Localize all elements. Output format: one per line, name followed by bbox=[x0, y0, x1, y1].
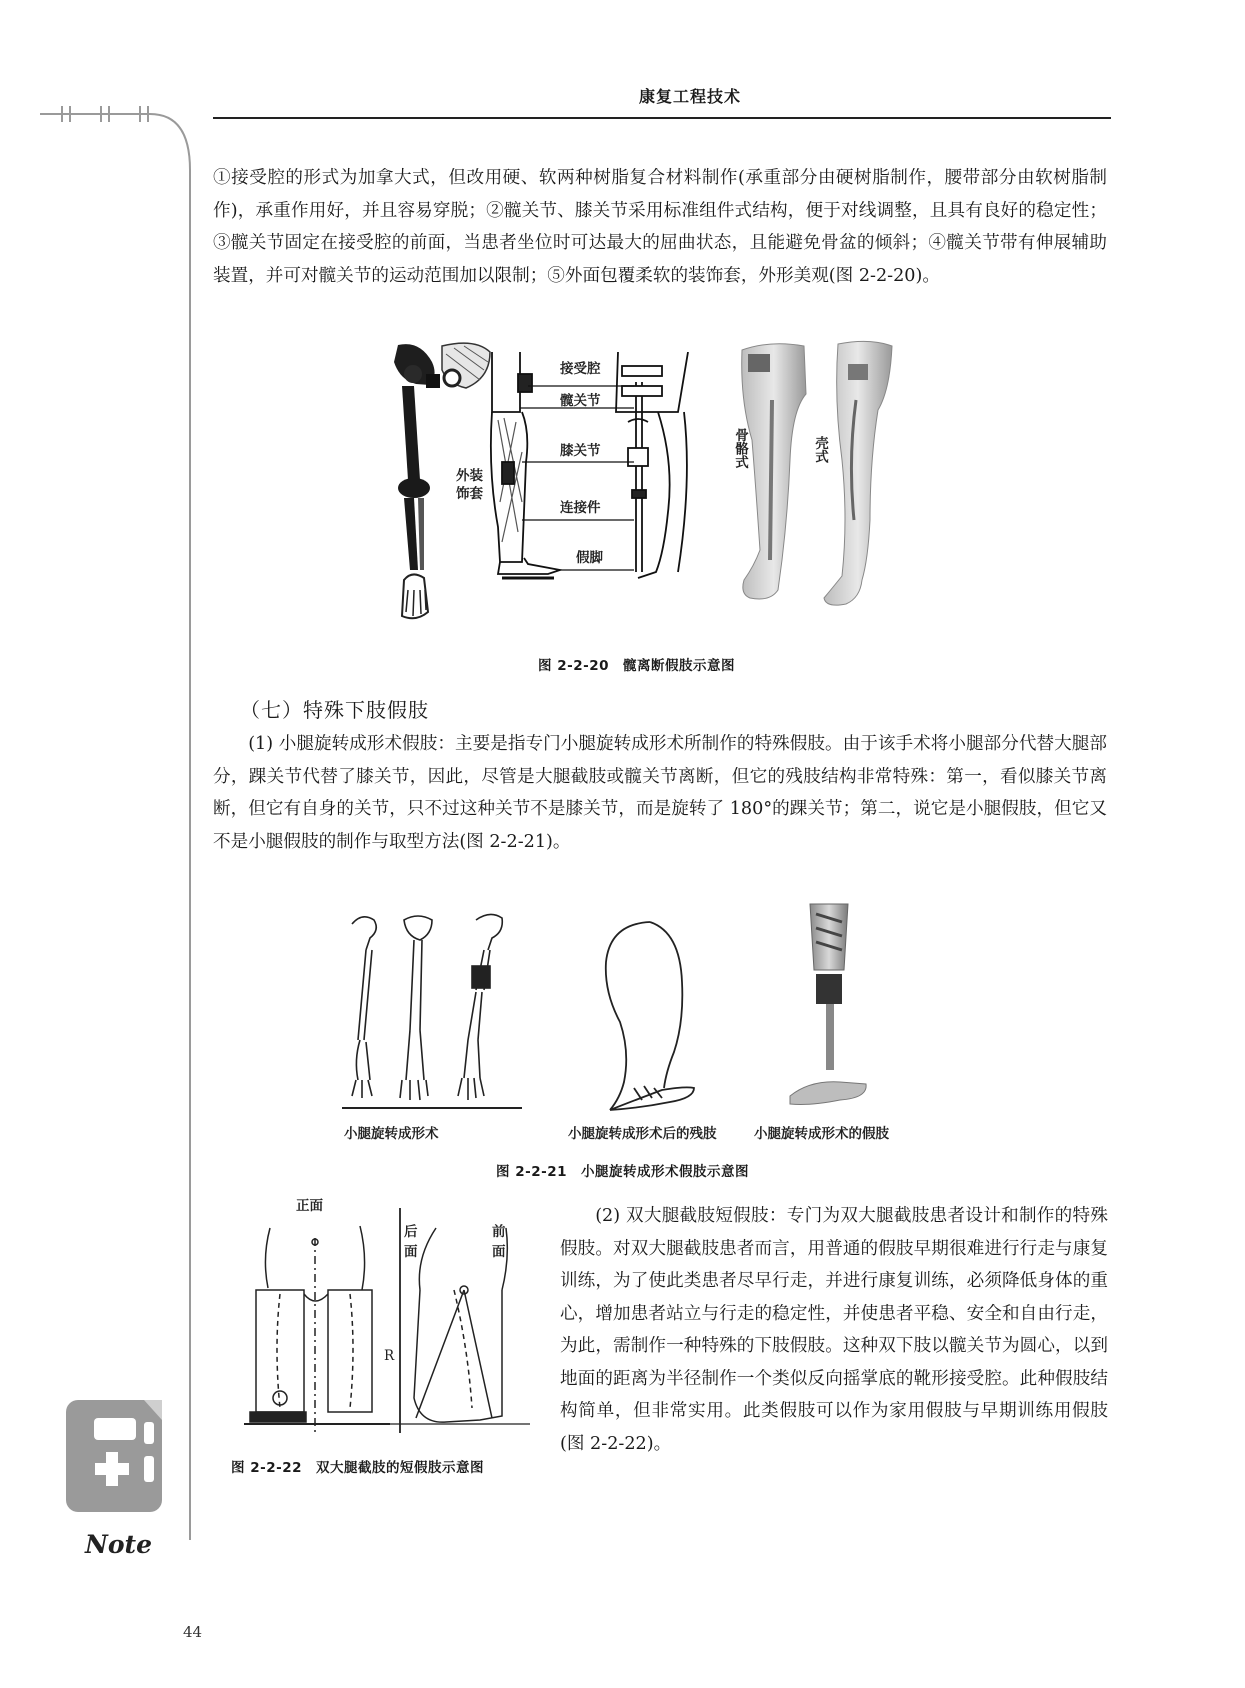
header-rule bbox=[213, 117, 1111, 119]
figure-2-2-22 bbox=[240, 1198, 540, 1438]
label-anterior-view-line2: 面 bbox=[492, 1244, 506, 1260]
double-amputee-text: (2) 双大腿截肢短假肢：专门为双大腿截肢患者设计和制作的特殊假肢。对双大腿截肢患者而言，用普通的假肢早期很难进行行走与康复训练，为了使此类患者尽早行走，并进行康复训练，必须降低身体的重心，增加患者站立与行走的稳定性，并使患者平稳、安全和自由行走，为此，需制作一种特殊的下肢假肢。这种双下肢以髋关节为圆心，以到地面的距离为半径制作一个类似反向摇掌底的靴形接受腔。此种假肢结构简单，但非常实用。此类假肢可以作为家用假肢与早期训练用假肢(图 2-2-22)。 bbox=[560, 1206, 1108, 1454]
label-connector: 连接件 bbox=[560, 500, 601, 516]
rotationplasty-bones-illustration bbox=[340, 910, 525, 1110]
figure-2-2-21 bbox=[340, 910, 980, 1140]
intro-paragraph bbox=[213, 162, 1107, 292]
figure-2-2-20 bbox=[380, 340, 940, 630]
prosthesis-photos bbox=[730, 340, 950, 630]
label-front-view: 正面 bbox=[296, 1198, 323, 1214]
label-anterior-view-line1: 前 bbox=[492, 1224, 506, 1240]
label-skeletal-type bbox=[730, 428, 748, 475]
label-residual-limb: 小腿旋转成形术后的残肢 bbox=[568, 1126, 717, 1142]
note-label: Note bbox=[85, 1530, 152, 1559]
page-number: 44 bbox=[183, 1623, 203, 1641]
figure-2-2-21-caption: 图 2-2-21 小腿旋转成形术假肢示意图 bbox=[496, 1164, 749, 1180]
note-icon bbox=[66, 1400, 168, 1518]
label-back-view-line1: 后 bbox=[404, 1224, 418, 1240]
rotation-paragraph bbox=[213, 728, 1107, 858]
residual-limb-illustration bbox=[590, 902, 710, 1117]
figure-2-2-20-caption: 图 2-2-20 髋离断假肢示意图 bbox=[538, 658, 735, 674]
figure-2-2-22-caption: 图 2-2-22 双大腿截肢的短假肢示意图 bbox=[231, 1460, 484, 1476]
label-skeletal-type-text: 骨骼式 bbox=[732, 428, 748, 469]
section-title: （七）特殊下肢假肢 bbox=[240, 698, 429, 722]
label-rotationplasty: 小腿旋转成形术 bbox=[344, 1126, 439, 1142]
double-amputee-paragraph bbox=[560, 1200, 1108, 1460]
prosthesis-component-diagram bbox=[488, 352, 718, 592]
label-radius: R bbox=[384, 1348, 395, 1364]
label-shell-type-text: 壳式 bbox=[812, 436, 828, 463]
label-shell-type bbox=[810, 436, 828, 469]
running-header-title: 康复工程技术 bbox=[638, 87, 741, 106]
label-hip-joint: 髋关节 bbox=[560, 393, 601, 409]
label-foot: 假脚 bbox=[576, 550, 603, 566]
label-socket: 接受腔 bbox=[560, 361, 601, 377]
rotation-text: (1) 小腿旋转成形术假肢：主要是指专门小腿旋转成形术所制作的特殊假肢。由于该手术将小腿部分代替大腿部分，踝关节代替了膝关节，因此，尽管是大腿截肢或髋关节离断，但它的残肢结构非常特殊：第一，看似膝关节离断，但它有自身的关节，只不过这种关节不是膝关节，而是旋转了 180°的踝关节；第二，说它是小腿假肢，但它又不是小腿假肢的制作与取型方法(图 2-2-21)。 bbox=[213, 734, 1107, 852]
label-rotationplasty-prosthesis: 小腿旋转成形术的假肢 bbox=[754, 1126, 889, 1142]
rotationplasty-prosthesis-photo bbox=[770, 900, 880, 1125]
intro-text: ①接受腔的形式为加拿大式，但改用硬、软两种树脂复合材料制作(承重部分由硬树脂制作，腰带部分由软树脂制作)，承重作用好，并且容易穿脱；②髋关节、膝关节采用标准组件式结构，便于对线调整，且具有良好的稳定性；③髋关节固定在接受腔的前面，当患者坐位时可达最大的屈曲状态，且能避免骨盆的倾斜；④髋关节带有伸展辅助装置，并可对髋关节的运动范围加以限制；⑤外面包覆柔软的装饰套，外形美观(图 2-2-20)。 bbox=[213, 168, 1107, 286]
label-cover-line2: 饰套 bbox=[456, 486, 483, 502]
label-cover-line1: 外装 bbox=[456, 468, 483, 484]
margin-decoration bbox=[0, 100, 200, 1580]
label-knee-joint: 膝关节 bbox=[560, 443, 601, 459]
label-back-view-line2: 面 bbox=[404, 1244, 418, 1260]
